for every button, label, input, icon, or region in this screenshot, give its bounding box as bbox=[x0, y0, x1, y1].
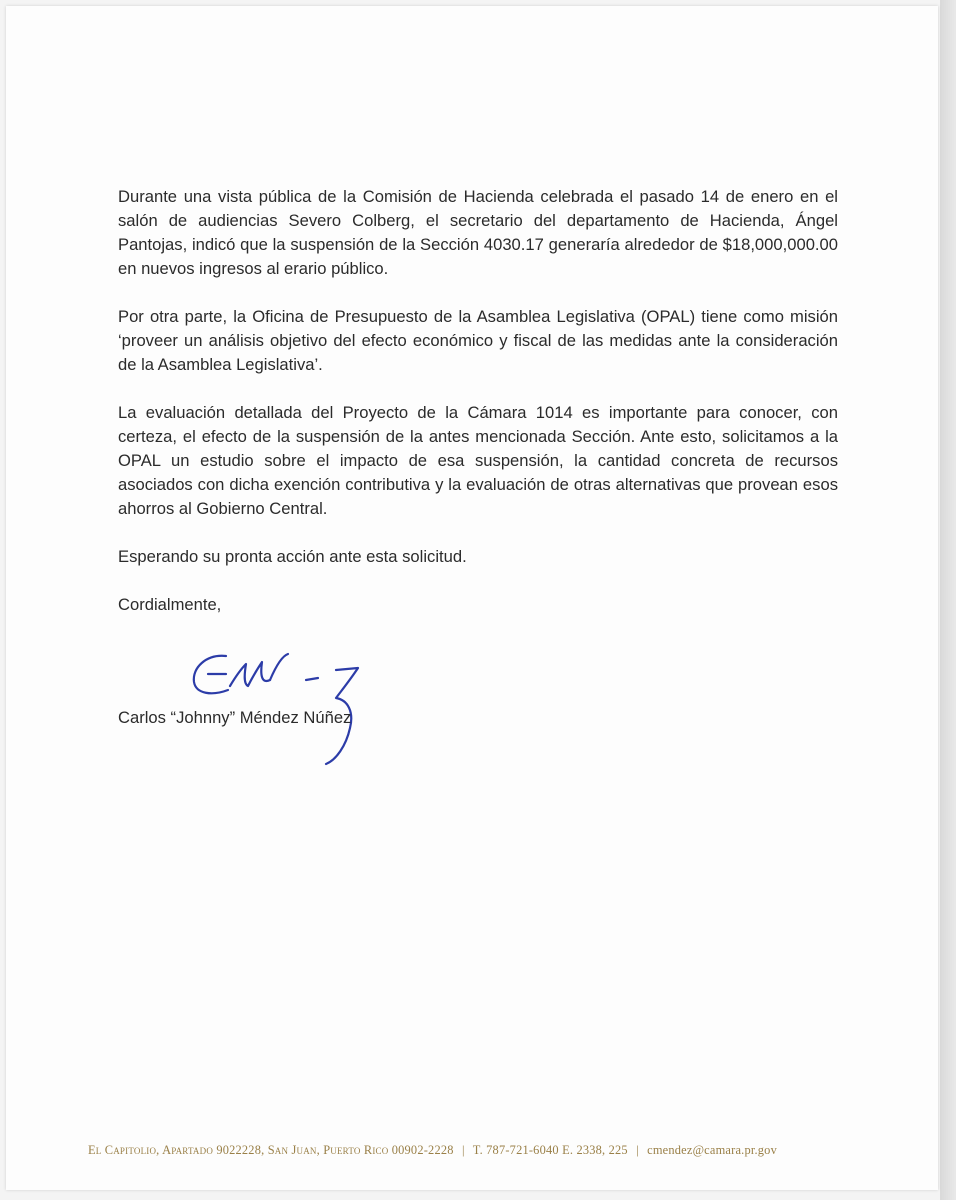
footer-separator: | bbox=[636, 1143, 639, 1157]
closing-line: Cordialmente, bbox=[118, 595, 222, 614]
request-line: Esperando su pronta acción ante esta solicitud. bbox=[118, 547, 467, 566]
scan-edge bbox=[940, 0, 956, 1200]
paragraph-3: La evaluación detallada del Proyecto de la Cámara 1014 es importante para conocer, con certeza, el efecto de la suspensión de la antes mencionada Sección. Ante esto, solicitamos a la OPAL un estudio sobre el impacto de esa suspensión, la cantidad concreta de recursos asociados con dicha exención contributiva y la evaluación de otras alternativas que provean esos ahorros al Gobierno Central. bbox=[118, 403, 838, 518]
footer-separator: | bbox=[461, 1143, 465, 1157]
footer-extension: E. 2338, 225 bbox=[562, 1143, 628, 1157]
footer-phone: T. 787-721-6040 bbox=[472, 1143, 559, 1157]
signer-name: Carlos “Johnny” Méndez Núñez bbox=[118, 708, 352, 727]
paragraph-2: Por otra parte, la Oficina de Presupuesto de la Asamblea Legislativa (OPAL) tiene como misión ‘proveer un análisis objetivo del efecto económico y fiscal de las medidas ante la consideración de la Asamblea Legislativa’. bbox=[118, 307, 838, 374]
paragraph-1: Durante una vista pública de la Comisión de Hacienda celebrada el pasado 14 de enero en el salón de audiencias Severo Colberg, el secretario del departamento de Hacienda, Ángel Pantojas, indicó que la suspensión de la Sección 4030.17 generaría alrededor de $18,000,000.00 en nuevos ingresos al erario público. bbox=[118, 187, 838, 278]
letterhead-footer bbox=[88, 1143, 888, 1158]
footer-email: cmendez@camara.pr.gov bbox=[647, 1143, 777, 1157]
footer-address: El Capitolio, Apartado 9022228, San Juan, Puerto Rico 00902-2228 bbox=[88, 1143, 454, 1157]
letter-body bbox=[118, 185, 838, 617]
